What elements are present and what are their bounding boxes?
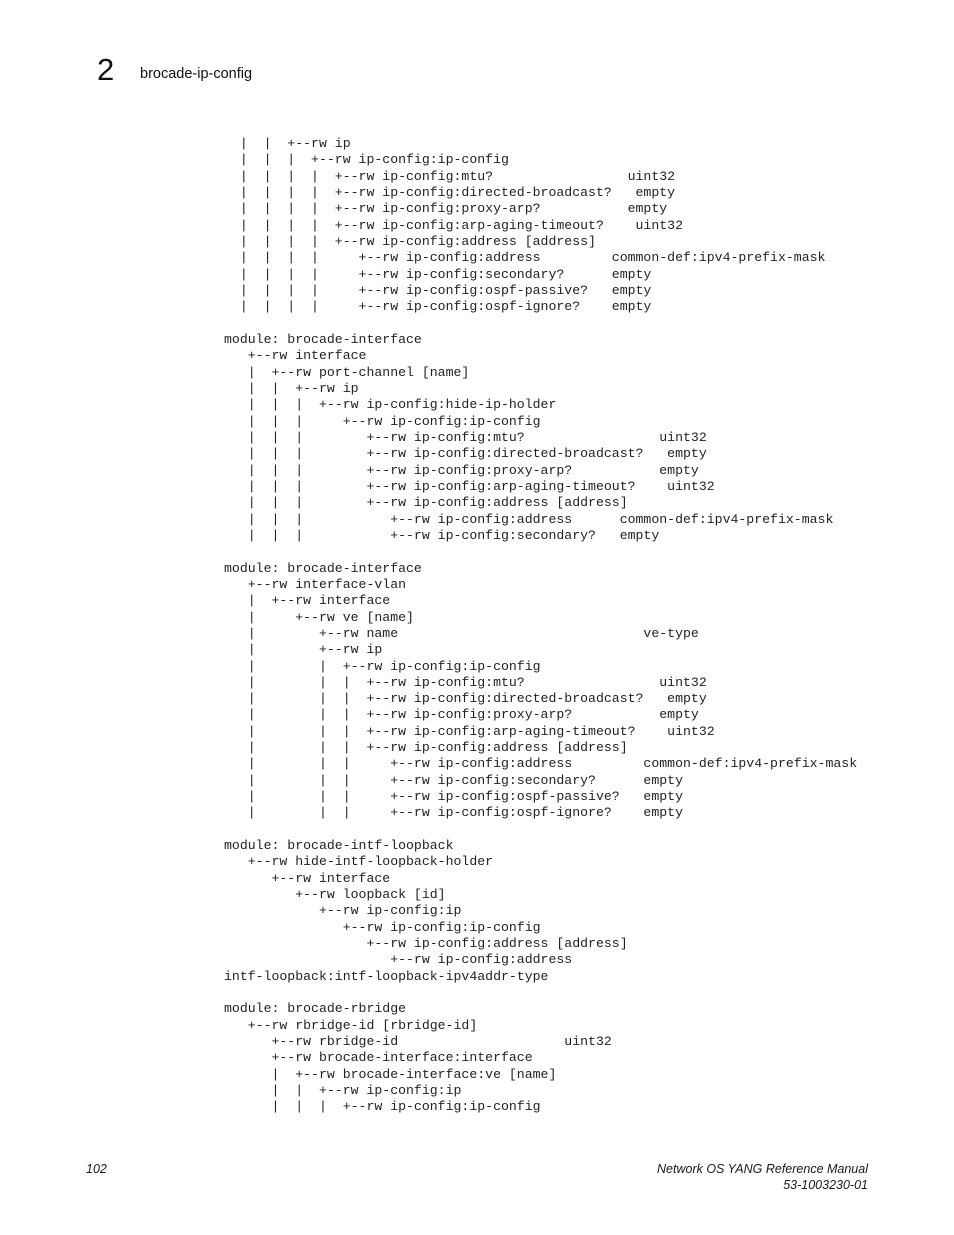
code-line: | | | | +--rw ip-config:ospf-ignore? empty bbox=[224, 299, 652, 315]
code-line: | | | +--rw ip-config:address common-def:ipv4-prefix-mask bbox=[224, 511, 834, 527]
code-line: | | | +--rw ip-config:ip-config bbox=[224, 413, 541, 429]
code-line: | | | +--rw ip-config:proxy-arp? empty bbox=[224, 707, 699, 723]
code-line: module: brocade-interface bbox=[224, 331, 422, 347]
code-line: | | | | +--rw ip-config:address common-def:ipv4-prefix-mask bbox=[224, 250, 826, 266]
code-line: | | | +--rw ip-config:ospf-passive? empty bbox=[224, 789, 683, 805]
code-line: | | | +--rw ip-config:address common-def:ipv4-prefix-mask bbox=[224, 756, 858, 772]
code-line: | | | +--rw ip-config:hide-ip-holder bbox=[224, 397, 557, 413]
code-line: +--rw ip-config:ip bbox=[224, 903, 462, 919]
code-line: intf-loopback:intf-loopback-ipv4addr-type bbox=[224, 968, 549, 984]
code-line bbox=[224, 985, 857, 1001]
code-line: | | | +--rw ip-config:directed-broadcast? empty bbox=[224, 691, 707, 707]
code-line: | | | +--rw ip-config:mtu? uint32 bbox=[224, 674, 707, 690]
code-line: | | +--rw ip-config:ip bbox=[224, 1083, 462, 1099]
code-line: +--rw loopback [id] bbox=[224, 887, 446, 903]
footer-manual-title: Network OS YANG Reference Manual bbox=[657, 1162, 868, 1176]
code-line: +--rw interface-vlan bbox=[224, 576, 407, 592]
code-line: | | +--rw ip-config:ip-config bbox=[224, 658, 541, 674]
code-line: | | | +--rw ip-config:proxy-arp? empty bbox=[224, 462, 699, 478]
code-line: +--rw brocade-interface:interface bbox=[224, 1050, 533, 1066]
yang-tree-code-block bbox=[224, 136, 857, 1116]
code-line: | | | +--rw ip-config:directed-broadcast? empty bbox=[224, 446, 707, 462]
code-line: +--rw rbridge-id [rbridge-id] bbox=[224, 1017, 478, 1033]
code-line: | | | | +--rw ip-config:mtu? uint32 bbox=[224, 168, 676, 184]
code-line: module: brocade-interface bbox=[224, 560, 422, 576]
footer-doc-info bbox=[657, 1161, 868, 1193]
code-line: | | | | +--rw ip-config:proxy-arp? empty bbox=[224, 201, 668, 217]
chapter-number: 2 bbox=[97, 52, 115, 87]
code-line: | +--rw ve [name] bbox=[224, 609, 414, 625]
footer-page-number: 102 bbox=[86, 1162, 107, 1176]
footer-doc-number: 53-1003230-01 bbox=[783, 1178, 868, 1192]
code-line: | | +--rw ip bbox=[224, 136, 351, 151]
code-line: | | | +--rw ip-config:secondary? empty bbox=[224, 527, 660, 543]
code-line: +--rw interface bbox=[224, 348, 367, 364]
code-line: | | | +--rw ip-config:secondary? empty bbox=[224, 772, 683, 788]
code-line: | | | | +--rw ip-config:address [address] bbox=[224, 233, 596, 249]
code-line: | | +--rw ip bbox=[224, 380, 359, 396]
code-line: | +--rw port-channel [name] bbox=[224, 364, 470, 380]
code-line: | | | | +--rw ip-config:directed-broadcast? empty bbox=[224, 184, 676, 200]
code-line: | | | +--rw ip-config:ospf-ignore? empty bbox=[224, 805, 683, 821]
code-line: | | | +--rw ip-config:arp-aging-timeout? uint32 bbox=[224, 723, 715, 739]
code-line: | +--rw brocade-interface:ve [name] bbox=[224, 1066, 557, 1082]
code-line: | | | +--rw ip-config:ip-config bbox=[224, 152, 509, 168]
code-line: | +--rw name ve-type bbox=[224, 625, 699, 641]
code-line: +--rw rbridge-id uint32 bbox=[224, 1034, 612, 1050]
code-line: | +--rw interface bbox=[224, 593, 391, 609]
code-line: +--rw ip-config:address bbox=[224, 952, 573, 968]
code-line: | | | +--rw ip-config:arp-aging-timeout? uint32 bbox=[224, 478, 715, 494]
code-line: module: brocade-intf-loopback bbox=[224, 838, 454, 854]
code-line: | | | | +--rw ip-config:ospf-passive? empty bbox=[224, 282, 652, 298]
code-line: +--rw hide-intf-loopback-holder bbox=[224, 854, 494, 870]
code-line bbox=[224, 822, 857, 838]
code-line bbox=[224, 316, 857, 332]
code-line: +--rw ip-config:address [address] bbox=[224, 936, 628, 952]
code-line: +--rw ip-config:ip-config bbox=[224, 919, 541, 935]
code-line: +--rw interface bbox=[224, 870, 391, 886]
code-line: module: brocade-rbridge bbox=[224, 1001, 407, 1017]
chapter-title: brocade-ip-config bbox=[140, 66, 253, 82]
code-line: | | | +--rw ip-config:ip-config bbox=[224, 1099, 541, 1115]
code-line: | +--rw ip bbox=[224, 642, 383, 658]
code-line bbox=[224, 544, 857, 560]
code-line: | | | | +--rw ip-config:secondary? empty bbox=[224, 266, 652, 282]
code-line: | | | +--rw ip-config:address [address] bbox=[224, 740, 628, 756]
code-line: | | | +--rw ip-config:mtu? uint32 bbox=[224, 429, 707, 445]
code-line: | | | | +--rw ip-config:arp-aging-timeout? uint32 bbox=[224, 217, 683, 233]
code-line: | | | +--rw ip-config:address [address] bbox=[224, 495, 628, 511]
